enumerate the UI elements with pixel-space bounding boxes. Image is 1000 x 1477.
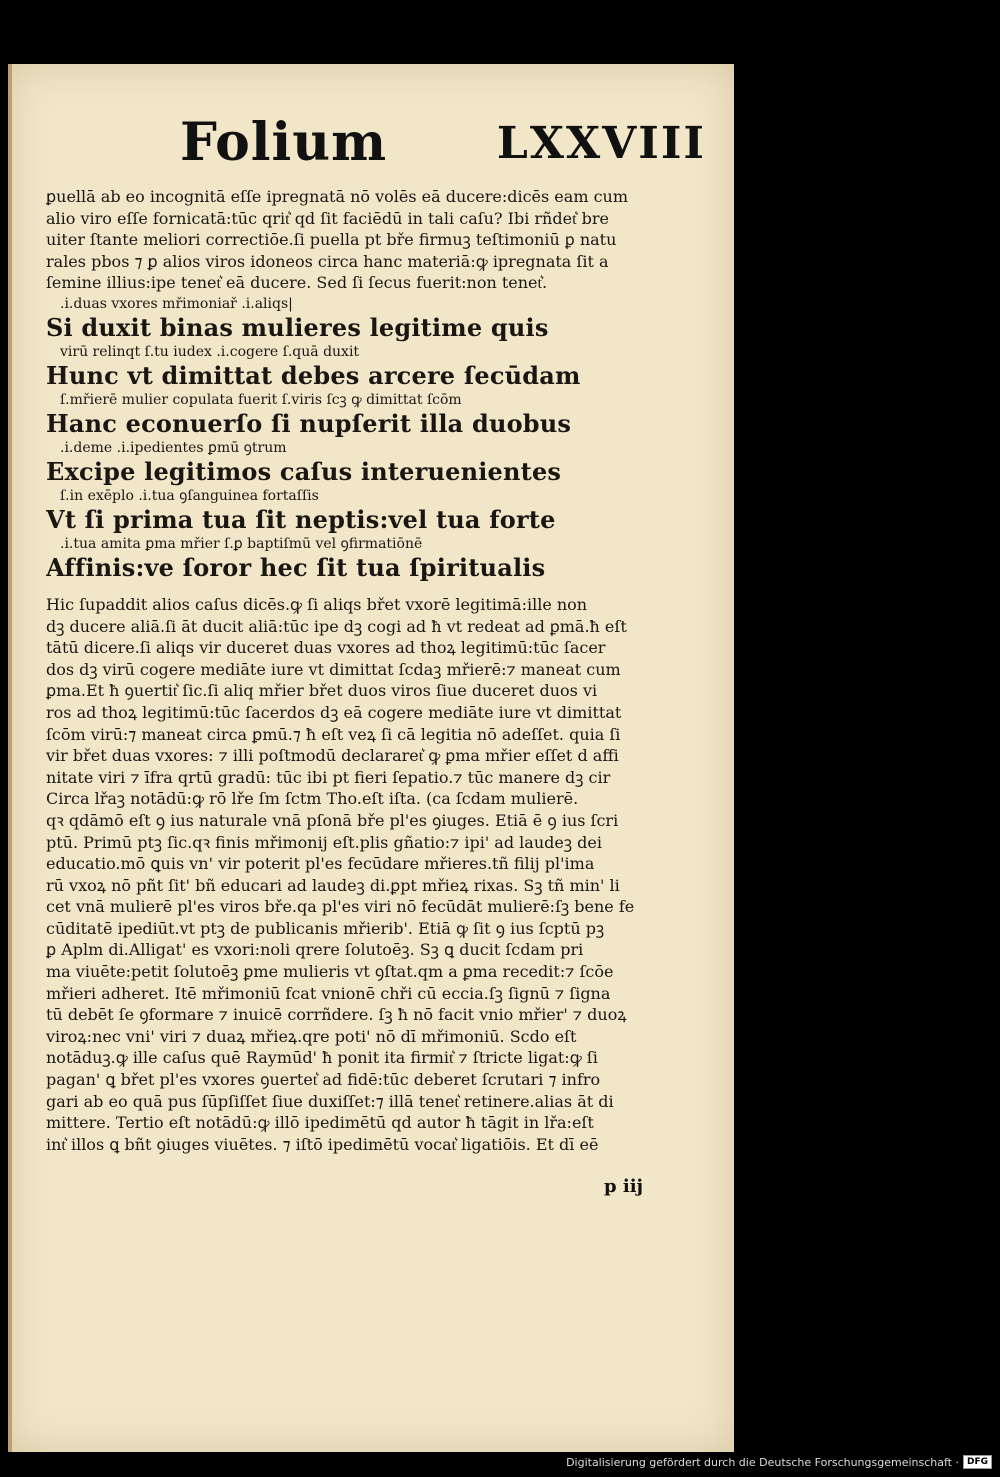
intro-paragraph	[46, 186, 714, 294]
page-edge	[8, 64, 12, 1452]
text-block	[46, 186, 714, 1155]
text-line: alio viro eſſe fornicatā:tūc qrit͛ qd ſit faciēdū in tali caſu? Ibi rñdet͛ bre	[46, 208, 609, 228]
text-line: mřieri adheret. Itē mřimoniū fcat vnionē chři cū eccia.ſꝫ ſignū ⁊ ſigna	[46, 983, 611, 1003]
text-line: cūditatē ipediūt.vt ptꝫ de publicanis mřierib'. Etiā ꝙ ſit ꝯ ius ſcptū pꝫ	[46, 918, 605, 938]
text-line: nitate viri ⁊ īfra qrtū gradū: tūc ibi pt fieri ſepatio.⁊ tūc manere dꝫ cir	[46, 767, 611, 787]
verse-section	[46, 294, 714, 582]
text-line: ptū. Primū ptꝫ ſic.qꝛ finis mřimonij eſt.plis gñatio:⁊ ipi' ad laudeꝫ dei	[46, 832, 602, 852]
folio-number: LXXVIII	[496, 118, 706, 169]
verse-line: Si duxit binas mulieres legitime quis	[46, 313, 549, 342]
text-line: uiter ſtante meliori correctiōe.ſi puella pt bře firmuꝫ teſtimoniū ꝑ natu	[46, 230, 617, 250]
text-line: rales pbos ⁊ ꝑ alios viros idoneos circa hanc materiā:ꝙ ipregnata ſit a	[46, 251, 609, 271]
text-line: rū vxoꝝ nō pñt ſit' bñ educari ad laudeꝫ di.ꝑpt mřieꝝ rixas. Sꝫ tñ min' li	[46, 875, 620, 895]
text-line: ſemine illius:ipe tenet͛ eā ducere. Sed ſi ſecus fuerit:non tenet͛.	[46, 273, 548, 293]
text-line: educatio.mō ꝗuis vn' vir poterit pl'es fecūdare mřieres.tñ filij pl'ima	[46, 854, 595, 874]
text-line: ꝑ Aplm di.Alligat' es vxori:noli qrere ſolutoēꝫ. Sꝫ ꝗ ducit ſcdam pri	[46, 940, 584, 960]
verse-line: Excipe legitimos caſus interuenientes	[46, 457, 562, 486]
text-line: ꝑma.Et ħ ꝯuertit͛ ſic.ſi aliq mřier břet duos viros ſiue duceret duos vi	[46, 681, 598, 701]
text-line: dꝫ ducere aliā.ſi āt ducit aliā:tūc ipe dꝫ cogi ad ħ vt redeat ad ꝑmā.ħ eſt	[46, 616, 627, 636]
text-line: Circa lřaꝫ notādū:ꝙ rō lře ſm ſctm Tho.eſt iſta. (ca ſcdam mulierē.	[46, 789, 579, 809]
verse-line: Hunc vt dimittat debes arcere ſecūdam	[46, 361, 581, 390]
text-line: ꝑuellā ab eo incognitā eſſe ipregnatā nō volēs eā ducere:dicēs eam cum	[46, 187, 629, 206]
gloss-line: .i.tua amita ꝑma mřier ſ.ꝑ baptiſmū vel ꝯfirmatiōnē	[60, 535, 423, 552]
digitization-note: Digitalisierung gefördert durch die Deutsche Forschungsgemeinschaft ·	[566, 1455, 959, 1469]
verse-line: Hanc econuerſo ſi nupſerit illa duobus	[46, 409, 572, 438]
text-line: ma viuēte:petit ſolutoēꝫ ꝑme mulieris vt ꝯſtat.qm a ꝑma recedit:⁊ ſcōe	[46, 962, 614, 982]
gloss-line: ſ.in exēplo .i.tua ꝯſanguinea fortaſſis	[60, 487, 319, 504]
text-line: pagan' ꝗ břet pl'es vxores ꝯuertet͛ ad fidē:tūc deberet ſcrutari ⁊ infro	[46, 1070, 601, 1090]
digitization-credit	[566, 1453, 992, 1471]
text-line: cet vnā mulierē pl'es viros bře.qa pl'es viri nō fecūdāt mulierē:ſꝫ bene fe	[46, 897, 635, 917]
text-line: ſcōm virū:⁊ maneat circa ꝑmū.⁊ ħ eſt veꝝ ſi cā legitia nō adeſſet. quia ſi	[46, 724, 621, 744]
text-line: qꝛ qdāmō eſt ꝯ ius naturale vnā pſonā bře pl'es ꝯiuges. Etiā ē ꝯ ius ſcri	[46, 810, 619, 830]
gloss-line: .i.duas vxores mřimoniař .i.aliqs|	[60, 295, 293, 312]
text-line: viroꝝ:nec vni' viri ⁊ duaꝝ mřieꝝ.qre poti' nō dī mřimoniū. Scdo eſt	[46, 1026, 577, 1046]
text-line: vir břet duas vxores: ⁊ illi poſtmodū declararet͛ ꝙ ꝑma mřier eſſet d affi	[46, 746, 619, 766]
text-line: gari ab eo quā pus ſūpſiſſet ſiue duxiſſet:⁊ illā tenet͛ retinere.alias āt di	[46, 1091, 614, 1111]
gloss-line: .i.deme .i.ipedientes ꝑmū ꝯtrum	[60, 439, 287, 456]
gloss-line: virū relinqt ſ.tu iudex .i.cogere ſ.quā duxit	[60, 343, 360, 360]
signature-mark: p iij	[604, 1176, 644, 1197]
text-line: int͛ illos ꝗ bñt ꝯiuges viuētes. ⁊ iſtō ipedimētū vocat͛ ligatiōis. Et dī eē	[46, 1134, 599, 1154]
verse-line: Affinis:ve ſoror hec ſit tua ſpiritualis	[46, 553, 546, 582]
gloss-line: ſ.mřierē mulier copulata fuerit ſ.viris ſcꝫ ꝙ dimittat ſcōm	[60, 391, 462, 408]
dfg-logo: DFG	[963, 1455, 992, 1469]
text-line: ros ad thoꝝ legitimū:tūc ſacerdos dꝫ eā cogere mediāte iure vt dimittat	[46, 702, 622, 722]
text-line: tū debēt ſe ꝯformare ⁊ inuicē corrñdere. ſꝫ ħ nō facit vnio mřier' ⁊ duoꝝ	[46, 1005, 627, 1025]
folio-header	[180, 112, 720, 182]
commentary-paragraph	[46, 594, 714, 1155]
text-line: mittere. Tertio eſt notādū:ꝙ illō ipedimētū qd autor ħ tāgit in lřa:eſt	[46, 1113, 594, 1133]
text-line: tātū dicere.ſi aliqs vir duceret duas vxores ad thoꝝ legitimū:tūc ſacer	[46, 638, 606, 658]
text-line: dos dꝫ virū cogere mediāte iure vt dimittat ſcdaꝫ mřierē:⁊ maneat cum	[46, 659, 621, 679]
verse-line: Vt ſi prima tua ſit neptis:vel tua forte	[46, 505, 556, 534]
folio-word: Folium	[180, 112, 388, 173]
text-line: Hic ſupaddit alios caſus dicēs.ꝙ ſi aliqs břet vxorē legitimā:ille non	[46, 594, 588, 614]
text-line: notāduꝫ.ꝙ ille caſus quē Raymūd' ħ ponit ita firmit͛ ⁊ ſtricte ligat:ꝙ ſi	[46, 1048, 598, 1068]
